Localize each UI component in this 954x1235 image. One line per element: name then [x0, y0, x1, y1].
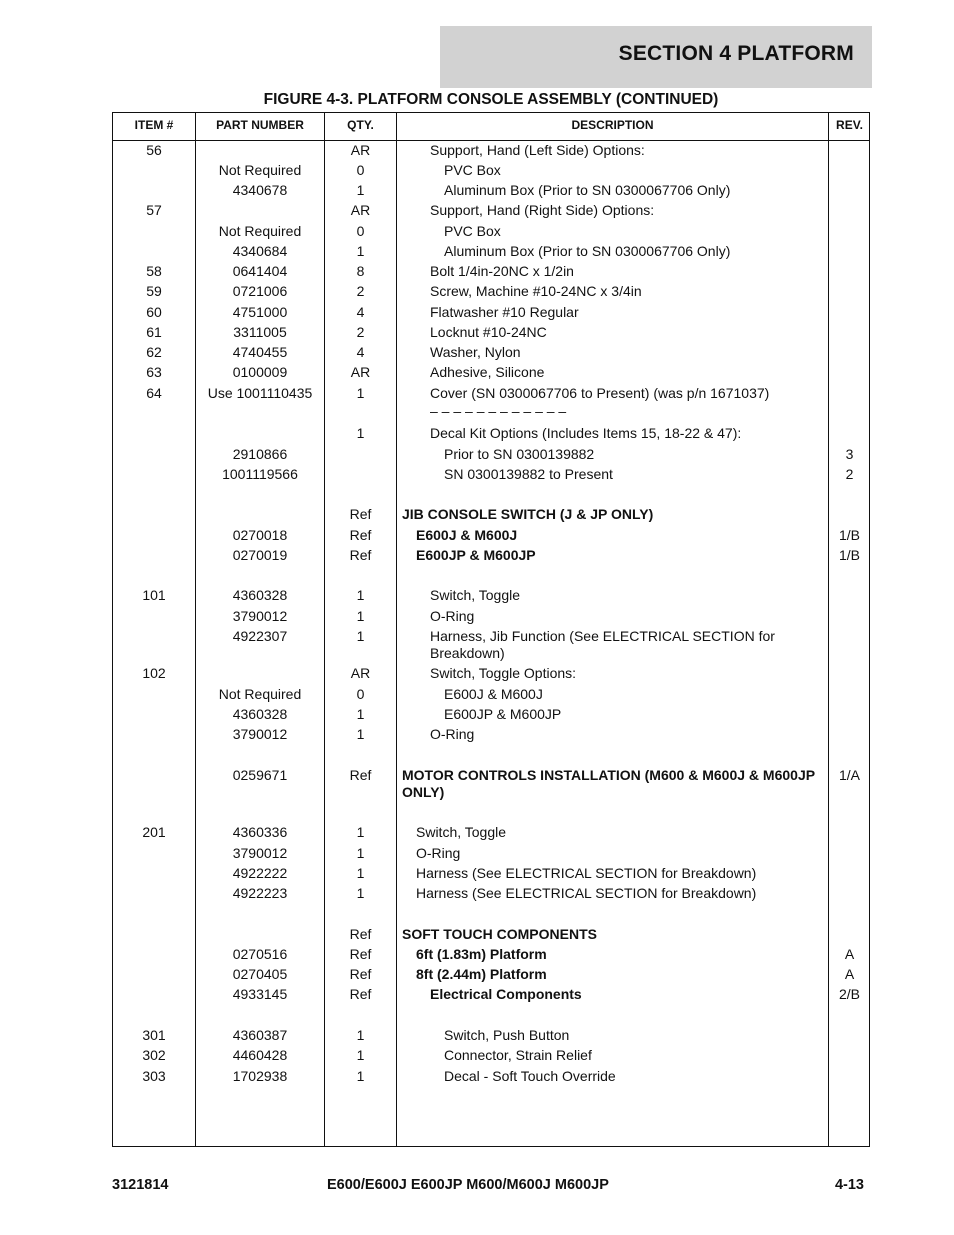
part-number: 1001119566: [222, 466, 298, 482]
part-number: 4751000: [232, 304, 288, 320]
item-number: 57: [146, 202, 162, 218]
description: SOFT TOUCH COMPONENTS: [402, 926, 597, 942]
header-qty: QTY.: [347, 118, 374, 132]
part-number: 2910866: [232, 446, 288, 462]
part-number: 4922223: [232, 885, 288, 901]
part-number: 3790012: [232, 845, 288, 861]
header-rev: REV.: [836, 118, 863, 132]
part-number: 4740455: [232, 344, 288, 360]
revision: 1/B: [838, 527, 860, 543]
description: PVC Box: [444, 223, 501, 239]
quantity: Ref: [349, 767, 372, 783]
quantity: AR: [350, 142, 371, 158]
footer-doc-number: 3121814: [112, 1177, 169, 1193]
description: Connector, Strain Relief: [444, 1047, 592, 1063]
part-number: 0100009: [232, 364, 288, 380]
description: Bolt 1/4in-20NC x 1/2in: [430, 263, 574, 279]
quantity: 1: [356, 182, 365, 198]
description: E600J & M600J: [444, 686, 543, 702]
quantity: 0: [356, 686, 365, 702]
part-number: 0270405: [232, 966, 288, 982]
part-number: 3311005: [233, 324, 287, 340]
item-number: 102: [142, 665, 166, 681]
description: SN 0300139882 to Present: [444, 466, 613, 482]
part-number: 3790012: [232, 608, 288, 624]
part-number: Not Required: [218, 162, 302, 178]
quantity: Ref: [349, 986, 372, 1002]
quantity: Ref: [349, 946, 372, 962]
quantity: 2: [356, 324, 365, 340]
footer-page-number: 4-13: [834, 1177, 864, 1193]
item-number: 58: [146, 263, 162, 279]
quantity: 1: [356, 608, 365, 624]
part-number: 0270018: [232, 527, 288, 543]
revision: 1/B: [838, 547, 860, 563]
quantity: 1: [356, 425, 365, 441]
section-header-box: [440, 26, 872, 88]
description: Support, Hand (Left Side) Options:: [430, 142, 645, 158]
description: Aluminum Box (Prior to SN 0300067706 Only): [444, 243, 731, 259]
item-number: 60: [146, 304, 162, 320]
part-number: 3790012: [232, 726, 288, 742]
quantity: AR: [350, 364, 371, 380]
quantity: 1: [356, 1047, 365, 1063]
quantity: AR: [350, 202, 371, 218]
description: Aluminum Box (Prior to SN 0300067706 Only): [444, 182, 731, 198]
quantity: 1: [356, 1068, 365, 1084]
description: Decal Kit Options (Includes Items 15, 18-22 & 47):: [430, 425, 742, 441]
revision: 2/B: [838, 986, 860, 1002]
quantity: 2: [356, 283, 365, 299]
quantity: 1: [356, 865, 365, 881]
part-number: 0721006: [232, 283, 288, 299]
description: O-Ring: [430, 726, 475, 742]
quantity: 1: [356, 706, 365, 722]
part-number: Use 1001110435: [207, 385, 313, 401]
quantity: 4: [356, 344, 365, 360]
part-number: 1702938: [232, 1068, 288, 1084]
part-number: 4922307: [232, 628, 288, 644]
parts-table: [112, 112, 870, 1147]
description: Flatwasher #10 Regular: [430, 304, 579, 320]
header-divider: [113, 140, 869, 141]
quantity: 0: [356, 162, 365, 178]
description: O-Ring: [416, 845, 461, 861]
part-number: 4460428: [232, 1047, 288, 1063]
description: Screw, Machine #10-24NC x 3/4in: [430, 283, 642, 299]
quantity: 1: [356, 628, 365, 644]
part-number: 4360336: [232, 824, 288, 840]
quantity: Ref: [349, 527, 372, 543]
description: Electrical Components: [430, 986, 582, 1002]
description: – – – – – – – – – – – –: [430, 403, 567, 419]
part-number: 4340678: [232, 182, 288, 198]
item-number: 303: [142, 1068, 166, 1084]
section-title: SECTION 4 PLATFORM: [618, 42, 854, 65]
item-number: 201: [142, 824, 166, 840]
quantity: 4: [356, 304, 365, 320]
quantity: 0: [356, 223, 365, 239]
part-number: Not Required: [218, 223, 302, 239]
header-part-number: PART NUMBER: [216, 118, 304, 132]
item-number: 61: [146, 324, 162, 340]
item-number: 63: [146, 364, 162, 380]
quantity: 1: [356, 243, 365, 259]
part-number: 0270019: [232, 547, 288, 563]
description: E600J & M600J: [416, 527, 518, 543]
item-number: 101: [142, 587, 166, 603]
description: O-Ring: [430, 608, 475, 624]
column-divider: [396, 113, 397, 1146]
part-number: 4933145: [232, 986, 288, 1002]
part-number: 4360328: [232, 587, 288, 603]
description: Switch, Push Button: [444, 1027, 570, 1043]
description: E600JP & M600JP: [416, 547, 536, 563]
quantity: Ref: [349, 547, 372, 563]
quantity: 1: [356, 726, 365, 742]
item-number: 62: [146, 344, 162, 360]
header-item: ITEM #: [134, 118, 174, 132]
quantity: Ref: [349, 966, 372, 982]
item-number: 301: [142, 1027, 166, 1043]
quantity: 1: [356, 824, 365, 840]
figure-title: FIGURE 4-3. PLATFORM CONSOLE ASSEMBLY (CONTINUED): [263, 91, 719, 108]
quantity: 1: [356, 885, 365, 901]
quantity: Ref: [349, 926, 372, 942]
description: Cover (SN 0300067706 to Present) (was p/n 1671037): [430, 385, 770, 401]
quantity: 1: [356, 845, 365, 861]
description: Locknut #10-24NC: [430, 324, 547, 340]
part-number: 0270516: [232, 946, 288, 962]
revision: A: [844, 946, 855, 962]
revision: A: [844, 966, 855, 982]
quantity: AR: [350, 665, 371, 681]
description: JIB CONSOLE SWITCH (J & JP ONLY): [402, 506, 654, 522]
revision: 1/A: [838, 767, 860, 783]
description: E600JP & M600JP: [444, 706, 562, 722]
revision: 3: [845, 446, 854, 462]
part-number: Not Required: [218, 686, 302, 702]
description: Adhesive, Silicone: [430, 364, 545, 380]
quantity: Ref: [349, 506, 372, 522]
item-number: 302: [142, 1047, 166, 1063]
part-number: 4922222: [232, 865, 288, 881]
description: Switch, Toggle: [416, 824, 507, 840]
description: Prior to SN 0300139882: [444, 446, 595, 462]
item-number: 59: [146, 283, 162, 299]
description: Decal - Soft Touch Override: [444, 1068, 616, 1084]
part-number: 0641404: [232, 263, 288, 279]
description: Switch, Toggle Options:: [430, 665, 577, 681]
part-number: 0259671: [232, 767, 288, 783]
quantity: 1: [356, 587, 365, 603]
description: Washer, Nylon: [430, 344, 521, 360]
description: Support, Hand (Right Side) Options:: [430, 202, 655, 218]
description: 6ft (1.83m) Platform: [416, 946, 547, 962]
description: MOTOR CONTROLS INSTALLATION (M600 & M600J & M600JP ONLY): [402, 767, 815, 800]
quantity: 1: [356, 1027, 365, 1043]
item-number: 64: [146, 385, 162, 401]
part-number: 4360387: [232, 1027, 288, 1043]
description: Switch, Toggle: [430, 587, 521, 603]
revision: 2: [845, 466, 854, 482]
description: Harness, Jib Function (See ELECTRICAL SECTION for Breakdown): [430, 628, 775, 661]
item-number: 56: [146, 142, 162, 158]
description: Harness (See ELECTRICAL SECTION for Breakdown): [416, 885, 757, 901]
header-description: DESCRIPTION: [571, 118, 654, 132]
quantity: 1: [356, 385, 365, 401]
part-number: 4360328: [232, 706, 288, 722]
part-number: 4340684: [232, 243, 288, 259]
description: PVC Box: [444, 162, 501, 178]
footer-models: E600/E600J E600JP M600/M600J M600JP: [327, 1177, 609, 1193]
quantity: 8: [356, 263, 365, 279]
description: Harness (See ELECTRICAL SECTION for Breakdown): [416, 865, 757, 881]
description: 8ft (2.44m) Platform: [416, 966, 547, 982]
